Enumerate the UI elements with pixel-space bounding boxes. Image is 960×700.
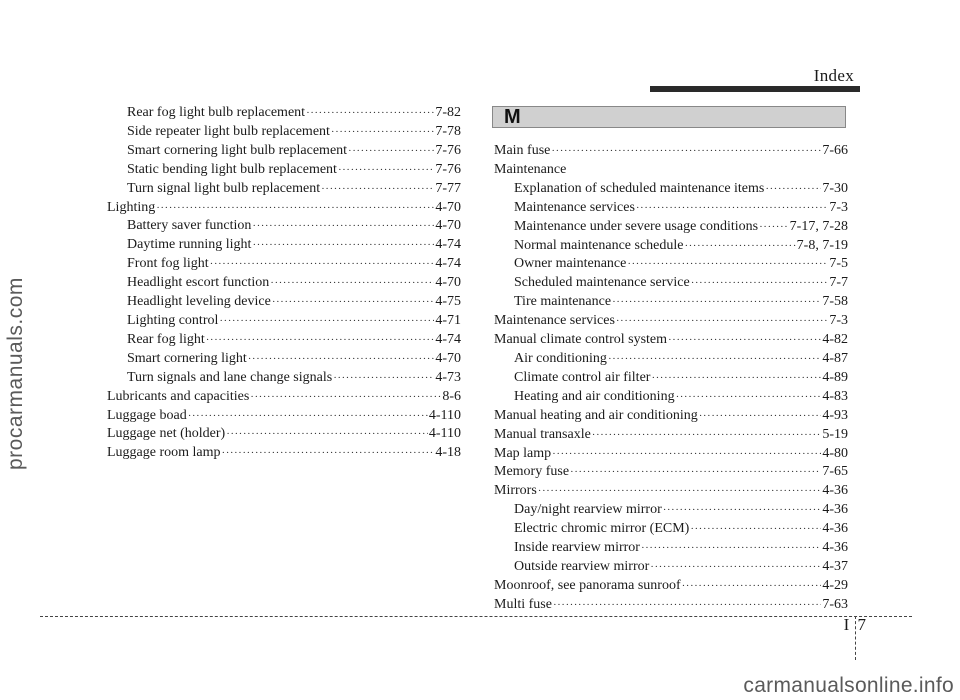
dot-leader (156, 199, 434, 218)
index-entry-text: Rear fog light (127, 331, 205, 347)
index-entry-page: 7-65 (822, 464, 848, 480)
index-entry-page: 4-70 (435, 350, 461, 366)
index-entry-page: 4-83 (822, 388, 848, 404)
dot-leader (651, 369, 821, 388)
index-entry-text: Luggage room lamp (107, 445, 221, 461)
index-entry-page: 4-93 (822, 407, 848, 423)
index-entry-page: 7-3 (829, 313, 848, 329)
index-entry-text: Climate control air filter (514, 369, 651, 385)
index-entry-page: 4-74 (435, 256, 461, 272)
index-entry (494, 199, 848, 218)
index-entry-page: 7-8, 7-19 (796, 237, 848, 253)
index-entry (107, 104, 461, 123)
index-entry-page: 7-78 (435, 123, 461, 139)
index-entry (494, 558, 848, 577)
index-entry-page: 4-74 (435, 237, 461, 253)
index-entry (494, 369, 848, 388)
index-entry-text: Manual climate control system (494, 332, 668, 348)
index-entry (494, 539, 848, 558)
dot-leader (248, 350, 435, 369)
index-entry (107, 217, 461, 236)
index-entry (494, 463, 848, 482)
index-entry-text: Front fog light (127, 256, 209, 272)
index-entry (107, 407, 461, 426)
index-entry (494, 274, 848, 293)
dot-leader (348, 142, 434, 161)
index-entry (494, 520, 848, 539)
dot-leader (676, 388, 822, 407)
index-entry (494, 331, 848, 350)
index-entry-page: 4-80 (822, 445, 848, 461)
index-entry (107, 425, 461, 444)
dot-leader (682, 577, 822, 596)
dot-leader (636, 199, 828, 218)
dot-leader (338, 161, 434, 180)
index-entry-text: Luggage boad (107, 407, 187, 423)
dot-leader (641, 539, 821, 558)
index-entry (494, 293, 848, 312)
dot-leader (608, 350, 821, 369)
dot-leader (616, 312, 828, 331)
dot-leader (553, 596, 821, 615)
dot-leader (331, 123, 434, 142)
index-entry-text: Outside rearview mirror (514, 558, 650, 574)
index-entry-text: Scheduled maintenance service (514, 275, 690, 291)
index-entry-text: Inside rearview mirror (514, 540, 640, 556)
dot-leader (668, 331, 821, 350)
index-entry-text: Manual transaxle (494, 426, 591, 442)
index-entry-page: 4-71 (435, 312, 461, 328)
header-accent-bar (650, 86, 860, 92)
page-number: I 7 (843, 615, 868, 634)
index-entry-text: Daytime running light (127, 237, 252, 253)
index-entry (494, 388, 848, 407)
index-entry-page: 4-36 (822, 502, 848, 518)
index-entry-text: Electric chromic mirror (ECM) (514, 521, 690, 537)
index-entry (494, 596, 848, 615)
dot-leader (538, 482, 822, 501)
index-entry-page: 8-6 (442, 388, 461, 404)
index-entry (107, 255, 461, 274)
footer-dashed-line (40, 616, 912, 617)
index-entry (494, 142, 848, 161)
index-entry-text: Static bending light bulb replacement (127, 161, 337, 177)
dot-leader (219, 312, 434, 331)
index-entry (494, 255, 848, 274)
dot-leader (206, 331, 435, 350)
dot-leader (272, 293, 434, 312)
index-entry-page: 7-7 (829, 275, 848, 291)
index-entry-text: Maintenance services (494, 313, 615, 329)
index-column-right (494, 142, 848, 615)
index-entry (494, 218, 848, 237)
index-entry-page: 7-82 (435, 105, 461, 120)
dot-leader (592, 426, 822, 445)
index-entry (494, 350, 848, 369)
index-entry-text: Smart cornering light bulb replacement (127, 142, 348, 158)
index-entry (107, 123, 461, 142)
index-entry-text: Luggage net (holder) (107, 426, 226, 442)
dot-leader (188, 407, 428, 426)
index-entry-text: Lighting (107, 199, 156, 215)
side-watermark: procarmanuals.com (4, 277, 27, 470)
index-entry-page: 4-29 (822, 577, 848, 593)
dot-leader (663, 501, 822, 520)
index-entry-text: Explanation of scheduled maintenance items (514, 180, 765, 196)
index-entry-text: Lubricants and capacities (107, 388, 250, 404)
index-entry-page: 7-77 (435, 180, 461, 196)
index-entry (494, 180, 848, 199)
index-entry-page: 7-76 (435, 161, 461, 177)
index-entry-page: 7-76 (435, 142, 461, 158)
index-entry-text: Side repeater light bulb replacement (127, 123, 330, 139)
index-entry-page: 7-30 (822, 180, 848, 196)
dot-leader (684, 237, 795, 256)
index-entry-text: Maintenance under severe usage conditions (514, 218, 759, 234)
dot-leader (552, 445, 821, 464)
dot-leader (222, 444, 435, 463)
dot-leader (691, 274, 829, 293)
dot-leader (612, 293, 821, 312)
index-entry (107, 331, 461, 350)
index-entry-page: 4-75 (435, 294, 461, 310)
index-entry (107, 388, 461, 407)
dot-leader (210, 255, 435, 274)
index-entry-text: Moonroof, see panorama sunroof (494, 577, 681, 593)
page-header-title: Index (813, 66, 854, 85)
index-entry-page: 4-110 (428, 426, 461, 442)
index-entry-page: 7-63 (822, 596, 848, 612)
index-entry-text: Heating and air conditioning (514, 388, 675, 404)
index-entry (107, 369, 461, 388)
dot-leader (252, 217, 434, 236)
index-column-left (107, 104, 461, 463)
index-entry (107, 350, 461, 369)
index-entry (107, 312, 461, 331)
index-entry-page: 4-36 (822, 540, 848, 556)
index-entry-page: 4-89 (822, 369, 848, 385)
index-entry-page: 4-18 (435, 445, 461, 461)
index-entry-text: Rear fog light bulb replacement (127, 105, 306, 120)
index-entry-text: Memory fuse (494, 464, 570, 480)
index-entry-text: Tire maintenance (514, 294, 612, 310)
index-entry-text: Owner maintenance (514, 256, 627, 272)
index-entry-text: Lighting control (127, 312, 219, 328)
index-entry-text: Turn signal light bulb replacement (127, 180, 321, 196)
index-entry-text: Multi fuse (494, 596, 552, 612)
index-entry-text: Main fuse (494, 143, 551, 158)
index-entry-page: 4-70 (435, 199, 461, 215)
dot-leader (333, 369, 434, 388)
index-entry-page: 7-58 (822, 294, 848, 310)
dot-leader (765, 180, 821, 199)
index-entry-page: 4-82 (822, 332, 848, 348)
bottom-watermark: carmanualsonline.info (743, 674, 954, 697)
index-entry (494, 501, 848, 520)
index-entry-page: 4-70 (435, 275, 461, 291)
dot-leader (252, 236, 434, 255)
index-entry (107, 161, 461, 180)
index-entry (494, 312, 848, 331)
index-entry-page: 4-110 (428, 407, 461, 423)
index-entry (107, 142, 461, 161)
index-entry-text: Battery saver function (127, 218, 252, 234)
index-entry-page: 7-17, 7-28 (789, 218, 848, 234)
index-entry (494, 445, 848, 464)
index-entry-page: 4-36 (822, 483, 848, 499)
index-entry (107, 180, 461, 199)
index-entry-text: Headlight leveling device (127, 294, 271, 310)
index-entry (494, 482, 848, 501)
section-letter: M (504, 106, 521, 128)
index-entry-text: Maintenance (494, 161, 567, 177)
dot-leader (699, 407, 822, 426)
index-entry (107, 236, 461, 255)
index-entry-page: 4-37 (822, 558, 848, 574)
index-entry-page: 4-73 (435, 369, 461, 385)
dot-leader (570, 463, 821, 482)
index-entry-text: Day/night rearview mirror (514, 502, 662, 518)
index-entry (494, 407, 848, 426)
index-entry (107, 293, 461, 312)
index-entry-page: 7-3 (829, 199, 848, 215)
index-entry-text: Normal maintenance schedule (514, 237, 684, 253)
index-entry-text: Air conditioning (514, 350, 607, 366)
dot-leader (226, 425, 428, 444)
index-entry (494, 237, 848, 256)
dot-leader (759, 218, 789, 237)
dot-leader (650, 558, 821, 577)
dot-leader (690, 520, 821, 539)
index-entry-text: Mirrors (494, 483, 537, 499)
dot-leader (627, 255, 828, 274)
index-entry (107, 199, 461, 218)
index-entry-text: Smart cornering light (127, 350, 247, 366)
index-entry (494, 577, 848, 596)
index-entry (107, 274, 461, 293)
index-entry-page: 4-36 (822, 521, 848, 537)
index-entry (107, 444, 461, 463)
index-entry-text: Maintenance services (514, 199, 635, 215)
index-entry-text: Headlight escort function (127, 275, 270, 291)
index-entry-page: 4-70 (435, 218, 461, 234)
index-entry-text: Manual heating and air conditioning (494, 407, 698, 423)
index-entry (494, 161, 848, 180)
dot-leader (306, 104, 434, 123)
section-header-m (492, 106, 846, 128)
index-entry-page: 4-74 (435, 331, 461, 347)
index-entry (494, 426, 848, 445)
index-entry-page: 4-87 (822, 350, 848, 366)
dot-leader (270, 274, 434, 293)
index-entry-text: Turn signals and lane change signals (127, 369, 333, 385)
index-entry-page: 5-19 (822, 426, 848, 442)
index-entry-page: 7-66 (822, 143, 848, 158)
dot-leader (551, 142, 821, 161)
dot-leader (321, 180, 434, 199)
index-entry-page: 7-5 (829, 256, 848, 272)
dot-leader (250, 388, 441, 407)
index-entry-text: Map lamp (494, 445, 552, 461)
